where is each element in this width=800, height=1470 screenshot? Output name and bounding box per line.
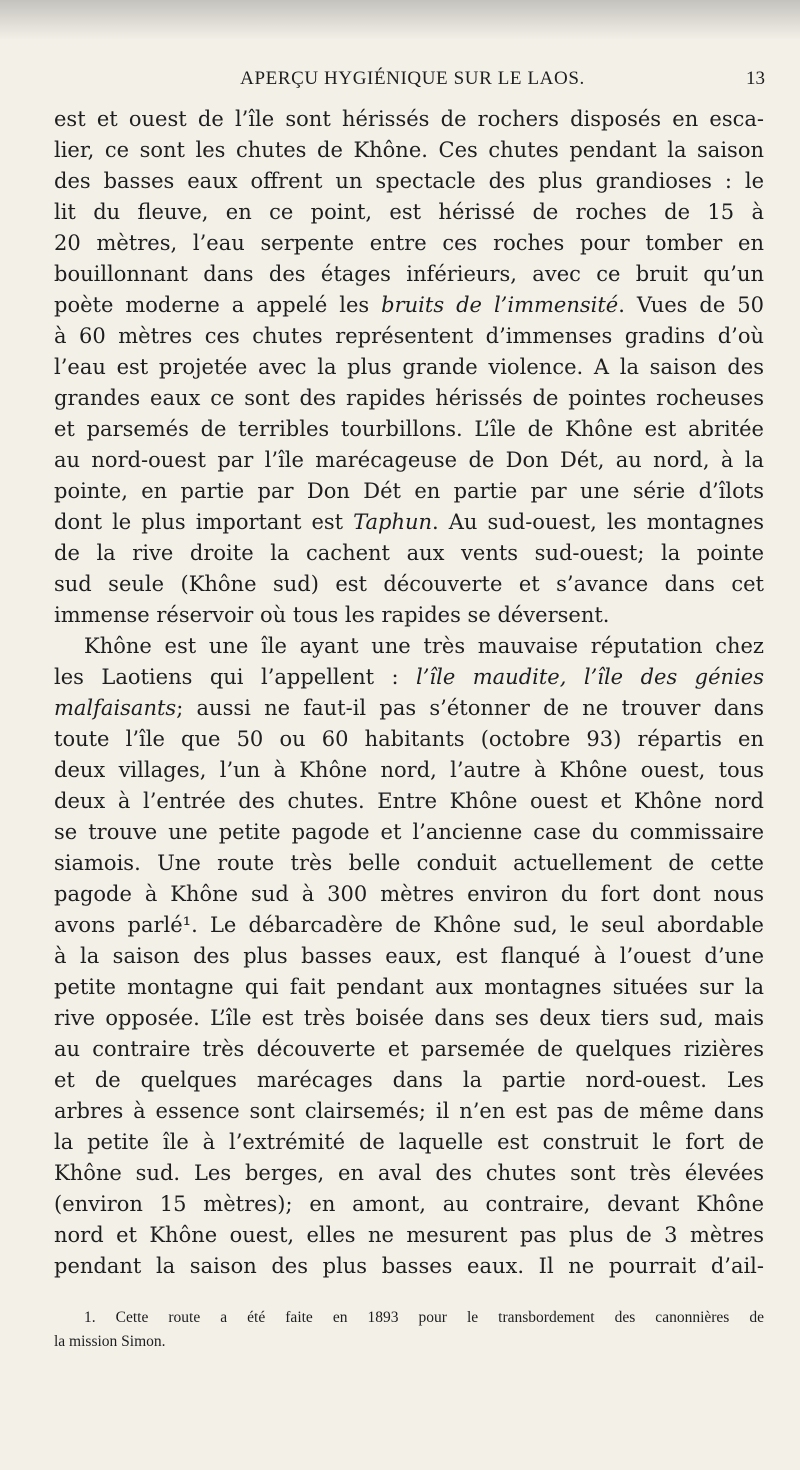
text-run: les Laotiens qui l’appellent : [54,665,417,689]
text-line: au contraire très découverte et parsemée de quelques rizières [54,1037,764,1061]
text-line: siamois. Une route très belle conduit actuellement de cette [54,851,764,875]
text-line: toute l’île que 50 ou 60 habitants (octobre 93) répartis en [54,727,764,751]
text-run: dont le plus important est [54,510,354,534]
text-run: poète moderne a appelé les [54,293,382,317]
footnotes [54,1306,764,1354]
text-line: à 60 mètres ces chutes représentent d’immenses gradins d’où [54,324,764,348]
text-line: deux villages, l’un à Khône nord, l’autre à Khône ouest, tous [54,758,764,782]
text-line: de la rive droite la cachent aux vents sud-ouest; la pointe [54,541,764,565]
text-line: pendant la saison des plus basses eaux. Il ne pourrait d’ail- [54,1254,764,1278]
text-line: avons parlé¹. Le débarcadère de Khône sud, le seul abordable [54,913,764,937]
text-line: lit du fleuve, en ce point, est hérissé de roches de 15 à [54,200,764,224]
text-line: pointe, en partie par Don Dét en partie par une série d’îlots [54,479,764,503]
text-line: est et ouest de l’île sont hérissés de rochers disposés en esca- [54,107,764,131]
text-run: . Au sud-ouest, les montagnes [432,510,764,534]
text-line: arbres à essence sont clairsemés; il n’en est pas de même dans [54,1099,764,1123]
text-line: 20 mètres, l’eau serpente entre ces roches pour tomber en [54,231,764,255]
text-line [54,290,764,321]
text-line: lier, ce sont les chutes de Khône. Ces chutes pendant la saison [54,138,764,162]
text-run: ; aussi ne faut-il pas s’étonner de ne trouver dans [176,696,764,720]
text-line: Khône sud. Les berges, en aval des chutes sont très élevées [54,1161,764,1185]
text-line: deux à l’entrée des chutes. Entre Khône ouest et Khône nord [54,789,764,813]
text-line: grandes eaux ce sont des rapides hérissés de pointes rocheuses [54,386,764,410]
italic-text: bruits de l’immensité [381,293,619,317]
text-line: et parsemés de terribles tourbillons. L’île de Khône est abritée [54,417,764,441]
text-line: Khône est une île ayant une très mauvaise réputation chez [84,634,764,658]
text-line: bouillonnant dans des étages inférieurs, avec ce bruit qu’un [54,262,764,286]
text-line: (environ 15 mètres); en amont, au contraire, devant Khône [54,1192,764,1216]
text-line: et de quelques marécages dans la partie nord-ouest. Les [54,1068,764,1092]
body-text [54,104,764,1282]
text-line [54,662,764,693]
text-line: rive opposée. L’île est très boisée dans ses deux tiers sud, mais [54,1006,764,1030]
text-line: au nord-ouest par l’île marécageuse de Don Dét, au nord, à la [54,448,764,472]
text-line: se trouve une petite pagode et l’ancienne case du commissaire [54,820,764,844]
footnote-line: 1. Cette route a été faite en 1893 pour le transbordement des canonnières de [84,1309,764,1326]
text-line: à la saison des plus basses eaux, est flanqué à l’ouest d’une [54,944,764,968]
text-line: l’eau est projetée avec la plus grande violence. A la saison des [54,355,764,379]
page-number: 13 [746,68,765,89]
italic-text: l’île maudite, l’île des génies [416,665,764,689]
footnote-line: la mission Simon. [54,1333,166,1350]
text-line: des basses eaux offrent un spectacle des plus grandioses : le [54,169,764,193]
text-line: pagode à Khône sud à 300 mètres environ du fort dont nous [54,882,764,906]
text-line: immense réservoir où tous les rapides se déversent. [54,603,610,627]
text-line: sud seule (Khône sud) est découverte et s’avance dans cet [54,572,764,596]
text-line: petite montagne qui fait pendant aux montagnes situées sur la [54,975,764,999]
italic-text: Taphun [353,510,433,534]
text-line [54,693,764,724]
page-header [60,68,765,94]
text-line: nord et Khône ouest, elles ne mesurent pas plus de 3 mètres [54,1223,764,1247]
text-line: la petite île à l’extrémité de laquelle est construit le fort de [54,1130,764,1154]
text-line [54,507,764,538]
running-head: APERÇU HYGIÉNIQUE SUR LE LAOS. [240,68,585,89]
italic-text: malfaisants [54,696,177,720]
text-run: . Vues de 50 [618,293,764,317]
scan-shadow [0,0,800,40]
